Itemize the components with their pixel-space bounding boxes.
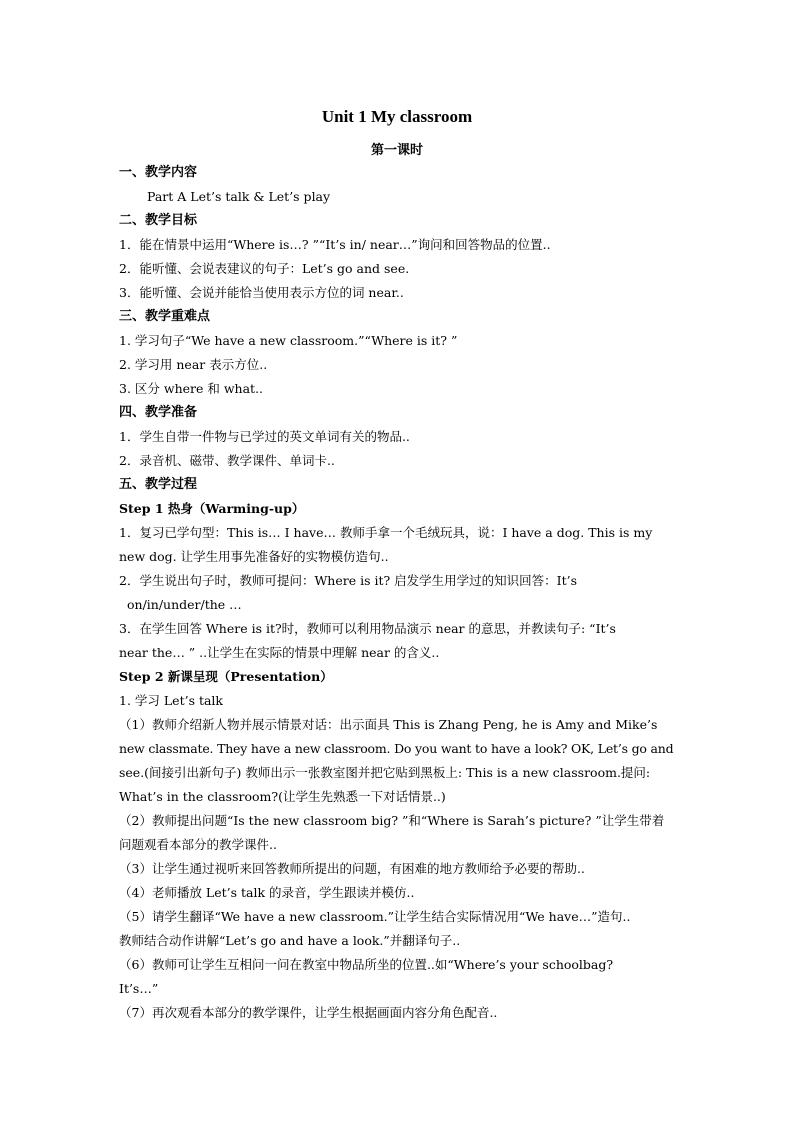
body-line: 问题观看本部分的教学课件.. <box>119 837 277 852</box>
body-line: （7）再次观看本部分的教学课件，让学生根据画面内容分角色配音.. <box>119 1005 498 1020</box>
preparation-item: 2．录音机、磁带、教学课件、单词卡.. <box>119 453 335 468</box>
body-line: （3）让学生通过视听来回答教师所提出的问题，有困难的地方教师给予必要的帮助.. <box>119 861 585 876</box>
key-point-item: 3. 区分 where 和 what.. <box>119 381 264 396</box>
body-line: It’s…” <box>119 981 159 996</box>
objective-item: 2．能听懂、会说表建议的句子：Let’s go and see. <box>119 261 410 276</box>
body-line: （5）请学生翻译“We have a new classroom.”让学生结合实际情况用“We have…”造句.. <box>119 909 631 924</box>
objective-item: 1．能在情景中运用“Where is…? ”“It’s in/ near…”询问和回答物品的位置.. <box>119 237 551 252</box>
body-line: 教师结合动作讲解“Let’s go and have a look.”并翻译句子.. <box>119 933 461 948</box>
body-line: 2．学生说出句子时，教师可提问：Where is it? 启发学生用学过的知识回答：It’s <box>119 573 578 588</box>
body-line: （2）教师提出问题“Is the new classroom big? ”和“Where is Sarah’s picture? ”让学生带着 <box>119 813 665 828</box>
body-line: near the… ” ..让学生在实际的情景中理解 near 的含义.. <box>119 645 440 660</box>
body-line: 3．在学生回答 Where is it?时，教师可以利用物品演示 near 的意思，并教读句子: “It’s <box>119 621 616 636</box>
document-title: Unit 1 My classroom <box>321 107 473 126</box>
body-line: What’s in the classroom?(让学生先熟悉一下对话情景..) <box>119 789 446 804</box>
body-line: （4）老师播放 Let’s talk 的录音，学生跟读并模仿.. <box>119 885 415 900</box>
body-line: see.(间接引出新句子) 教师出示一张教室图并把它贴到黑板上: This is a new classroom.提问: <box>119 765 651 780</box>
section-heading-process: 五、教学过程 <box>119 477 198 492</box>
section-heading-key-points: 三、教学重难点 <box>119 309 211 324</box>
content-line: Part A Let’s talk & Let’s play <box>147 189 331 204</box>
body-line: 1. 学习 Let’s talk <box>119 693 224 708</box>
step-heading: Step 1 热身（Warming-up） <box>119 501 305 516</box>
step-heading: Step 2 新课呈现（Presentation） <box>119 669 333 684</box>
key-point-item: 1. 学习句子“We have a new classroom.”“Where is it? ” <box>119 333 458 348</box>
body-line: （1）教师介绍新人物并展示情景对话：出示面具 This is Zhang Peng, he is Amy and Mike’s <box>119 717 658 732</box>
body-line: on/in/under/the … <box>127 597 242 612</box>
key-point-item: 2. 学习用 near 表示方位.. <box>119 357 268 372</box>
section-heading-preparation: 四、教学准备 <box>119 405 198 420</box>
preparation-item: 1．学生自带一件物与已学过的英文单词有关的物品.. <box>119 429 410 444</box>
section-heading-objectives: 二、教学目标 <box>119 213 198 228</box>
body-line: new dog. 让学生用事先准备好的实物模仿造句.. <box>119 549 389 564</box>
objective-item: 3．能听懂、会说并能恰当使用表示方位的词 near.. <box>119 285 404 300</box>
body-line: （6）教师可让学生互相问一问在教室中物品所坐的位置..如“Where’s your schoolbag? <box>119 957 614 972</box>
body-line: new classmate. They have a new classroom. Do you want to have a look? OK, Let’s go and <box>119 741 674 756</box>
lesson-subtitle: 第一课时 <box>370 143 423 158</box>
body-line: 1．复习已学句型：This is… I have… 教师手拿一个毛绒玩具，说：I have a dog. This is my <box>119 525 653 540</box>
section-heading-content: 一、教学内容 <box>119 165 198 180</box>
